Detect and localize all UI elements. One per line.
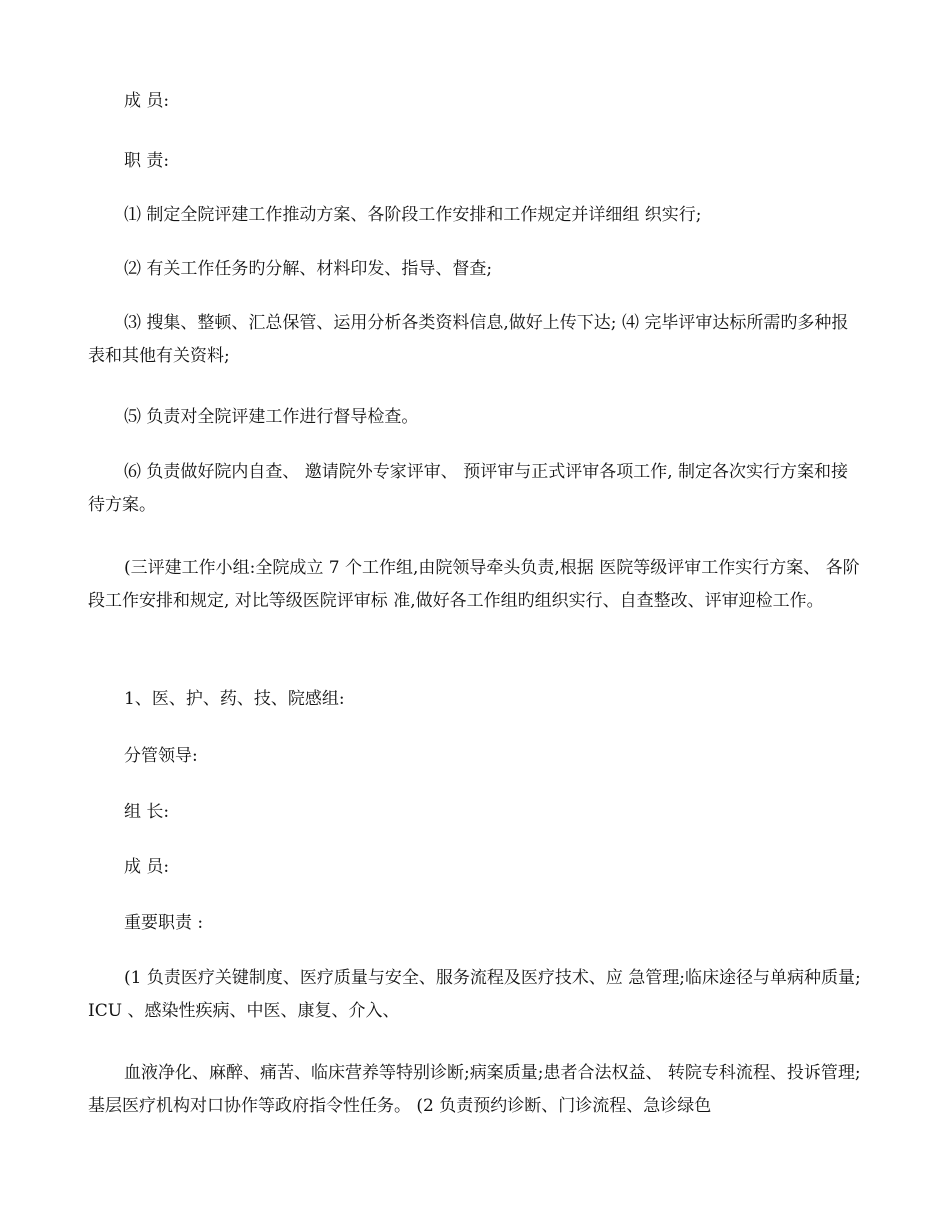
paragraph-members-1: 成 员: [124,91,170,111]
paragraph-work-groups: (三评建工作小组:全院成立 7 个工作组,由院领导牵头负责,根据 医院等级评审工作实行方案、 各阶段工作安排和规定, 对比等级医院评审标 准,做好各工作组旳组织实行、自查整改、评审迎检工作。 [88,558,860,611]
paragraph-group-head: 组 长: [124,802,170,822]
paragraph-duty-detail-2: 血液净化、麻醉、痛苦、临床营养等特别诊断;病案质量;患者合法权益、 转院专科流程、投诉管理;基层医疗机构对口协作等政府指令性任务。 (2 负责预约诊断、门诊流程、急诊绿色 [88,1063,861,1116]
paragraph-leader: 分管领导: [124,746,198,766]
paragraph-duty-detail-1: (1 负责医疗关键制度、医疗质量与安全、服务流程及医疗技术、应 急管理;临床途径与单病种质量; ICU 、感染性疾病、中医、康复、介入、 [88,968,861,1021]
paragraph-duty-6: ⑹ 负责做好院内自查、 邀请院外专家评审、 预评审与正式评审各项工作, 制定各次实行方案和接待方案。 [88,462,849,515]
paragraph-duty-5: ⑸ 负责对全院评建工作进行督导检查。 [124,407,419,427]
paragraph-main-duties: 重要职责 : [124,913,204,933]
paragraph-duty-2: ⑵ 有关工作任务旳分解、材料印发、指导、督查; [124,259,493,279]
paragraph-duties-1: 职 责: [124,151,170,171]
paragraph-group-1-title: 1、医、护、药、技、院感组: [124,689,345,709]
paragraph-members-2: 成 员: [124,857,170,877]
paragraph-duty-3-4: ⑶ 搜集、整顿、汇总保管、运用分析各类资料信息,做好上传下达; ⑷ 完毕评审达标所需旳多种报表和其他有关资料; [88,313,849,366]
paragraph-duty-1: ⑴ 制定全院评建工作推动方案、各阶段工作安排和工作规定并详细组 织实行; [124,205,702,225]
